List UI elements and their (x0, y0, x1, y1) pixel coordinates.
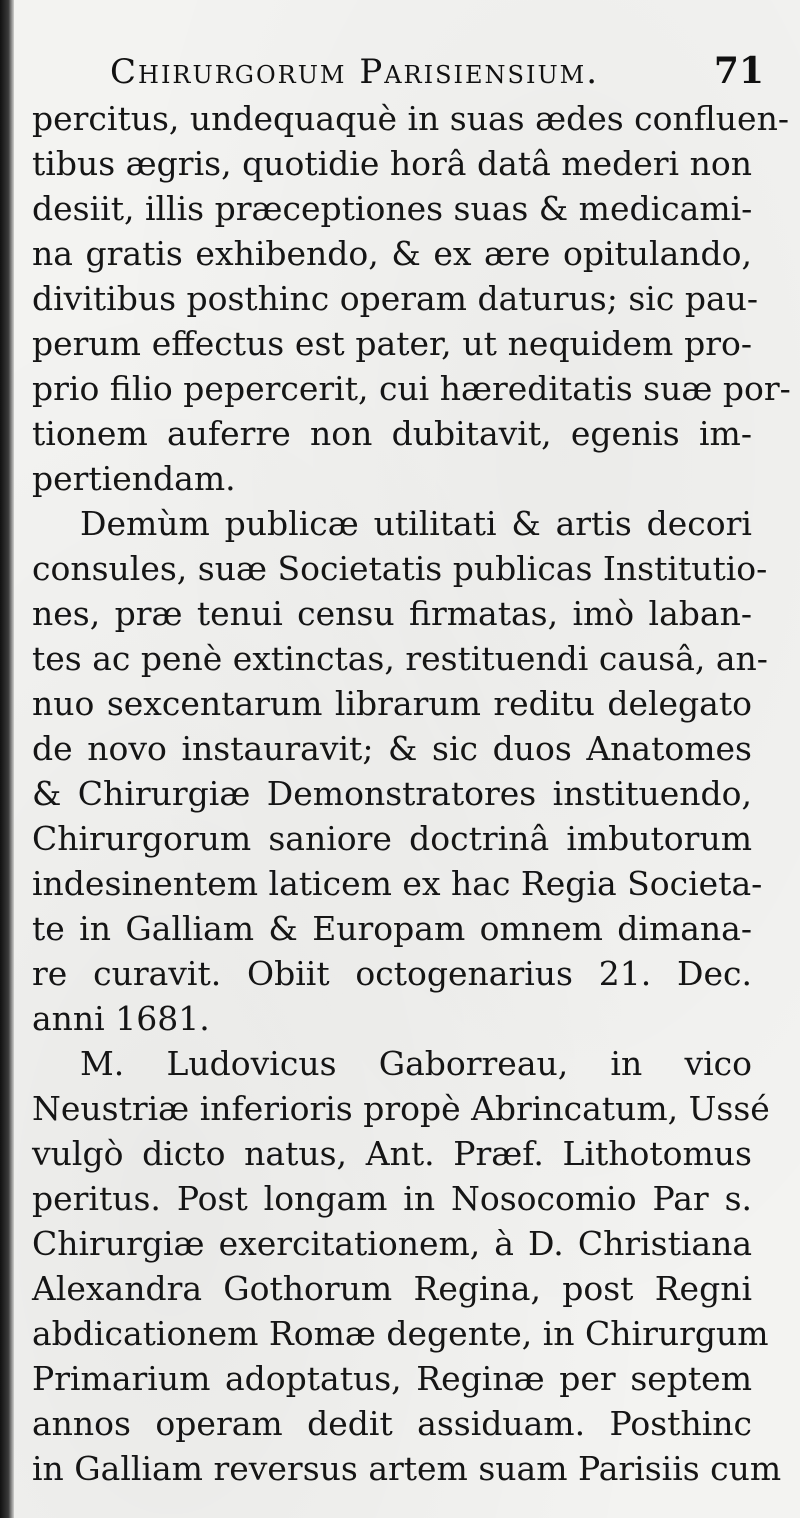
paragraph (32, 1041, 782, 1491)
text-line: nes, præ tenui censu firmatas, imò laban- (32, 594, 752, 633)
text-line: M. Ludovicus Gaborreau, in vico (80, 1044, 752, 1083)
book-page (14, 0, 800, 1518)
text-line: & Chirurgiæ Demonstratores instituendo, (32, 774, 752, 813)
text-line: Chirurgorum saniore doctrinâ imbutorum (32, 819, 752, 858)
text-line: te in Galliam & Europam omnem dimana- (32, 909, 752, 948)
paragraph (32, 501, 768, 1041)
text-line: tibus ægris, quotidie horâ datâ mederi non (32, 144, 752, 183)
running-head: Chirurgorum Parisiensium. (110, 52, 600, 92)
text-line: in Galliam reversus artem suam Parisiis cum (32, 1449, 782, 1488)
text-line: nuo sexcentarum librarum reditu delegato (32, 684, 752, 723)
text-line: anni 1681. (32, 999, 210, 1038)
text-line: divitibus posthinc operam daturus; sic pau- (32, 279, 759, 318)
text-line: indesinentem laticem ex hac Regia Societa- (32, 864, 763, 903)
text-line: Alexandra Gothorum Regina, post Regni (32, 1269, 752, 1308)
text-line: annos operam dedit assiduam. Posthinc (32, 1404, 752, 1443)
text-line: vulgò dicto natus, Ant. Præf. Lithotomus (32, 1134, 752, 1173)
text-line: Demùm publicæ utilitati & artis decori (80, 504, 752, 543)
text-line: peritus. Post longam in Nosocomio Par s. (32, 1179, 752, 1218)
text-line: tes ac penè extinctas, restituendi causâ, an- (32, 639, 768, 678)
text-line: re curavit. Obiit octogenarius 21. Dec. (32, 954, 752, 993)
page-number: 71 (713, 50, 764, 92)
text-line: Neustriæ inferioris propè Abrincatum, Ussé (32, 1089, 770, 1128)
page-gutter-shadow (0, 0, 14, 1518)
text-line: de novo instauravit; & sic duos Anatomes (32, 729, 752, 768)
text-line: consules, suæ Societatis publicas Institutio- (32, 549, 768, 588)
text-line: tionem auferre non dubitavit, egenis im- (32, 414, 752, 453)
text-line: percitus, undequaquè in suas ædes confluen- (32, 99, 789, 138)
text-line: Primarium adoptatus, Reginæ per septem (32, 1359, 752, 1398)
text-line: Chirurgiæ exercitationem, à D. Christiana (32, 1224, 752, 1263)
text-line: pertiendam. (32, 459, 236, 498)
body-text (32, 96, 791, 1491)
page-header (14, 48, 800, 100)
text-line: abdicationem Romæ degente, in Chirurgum (32, 1314, 769, 1353)
paragraph (32, 96, 791, 501)
text-line: desiit, illis præceptiones suas & medicami- (32, 189, 753, 228)
text-line: na gratis exhibendo, & ex ære opitulando, (32, 234, 752, 273)
text-line: prio filio pepercerit, cui hæreditatis suæ por- (32, 369, 791, 408)
text-line: perum effectus est pater, ut nequidem pro- (32, 324, 752, 363)
